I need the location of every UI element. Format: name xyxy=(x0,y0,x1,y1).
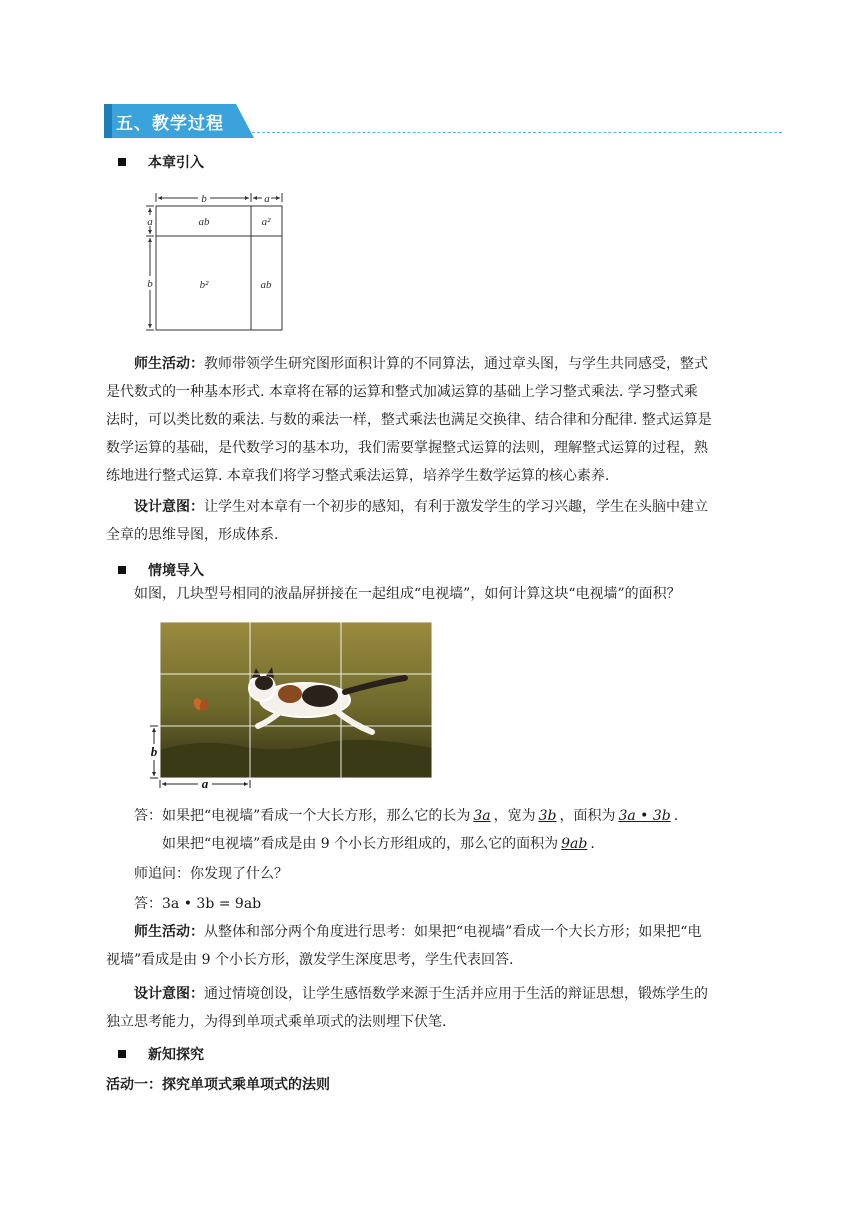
activity-one-heading: 活动一：探究单项式乘单项式的法则 xyxy=(106,1077,330,1093)
tv-wall-label-b: b xyxy=(150,744,158,759)
answer-line-1: 答：如果把“电视墙”看成一个大长方形，那么它的长为 3a ，宽为 3b ，面积为 3a • 3b . xyxy=(134,808,679,824)
diagram-label-left-b: b xyxy=(147,278,153,290)
square-bullet-icon xyxy=(118,566,126,574)
diagram-label-top-b: b xyxy=(201,193,207,205)
answer-blank-area: 3a • 3b xyxy=(618,808,671,824)
teacher-activity-paragraph-2: 师生活动：从整体和部分两个角度进行思考：如果把“电视墙”看成一个大长方形；如果把“电 视墙”看成是由 9 个小长方形，激发学生深度思考，学生代表回答. xyxy=(106,924,702,968)
area-square-diagram xyxy=(140,188,290,333)
square-bullet-icon xyxy=(118,1050,126,1058)
tv-wall-label-a: a xyxy=(201,776,209,790)
section-header-tab xyxy=(104,104,254,138)
answer-blank-total-area: 9ab xyxy=(561,836,588,852)
diagram-cell-a-squared: a² xyxy=(261,216,271,228)
answer-equation: 答：3a • 3b = 9ab xyxy=(134,896,262,912)
section-heading-situation: 情境导入 xyxy=(118,560,204,580)
header-dashed-rule xyxy=(252,132,782,133)
diagram-cell-ab-top: ab xyxy=(198,216,210,228)
diagram-cell-ab-right: ab xyxy=(260,279,272,291)
diagram-label-left-a: a xyxy=(147,216,153,228)
section-heading-intro: 本章引入 xyxy=(118,152,204,172)
design-intent-paragraph-1: 设计意图：让学生对本章有一个初步的感知，有利于激发学生的学习兴趣，学生在头脑中建立 全章的思维导图，形成体系. xyxy=(106,499,708,543)
answer-line-2: 如果把“电视墙”看成是由 9 个小长方形组成的，那么它的面积为 9ab . xyxy=(162,836,595,852)
diagram-cell-b-squared: b² xyxy=(199,279,209,291)
tv-wall-cat-image xyxy=(140,620,440,790)
situation-question: 如图，几块型号相同的液晶屏拼接在一起组成“电视墙”，如何计算这块“电视墙”的面积？ xyxy=(134,586,681,602)
answer-blank-width: 3b xyxy=(538,808,557,824)
answer-blank-length: 3a xyxy=(473,808,491,824)
teacher-activity-paragraph-1: 师生活动：教师带领学生研究图形面积计算的不同算法，通过章头图，与学生共同感受，整式 是代数式的一种基本形式. 本章将在幂的运算和整式加减运算的基础上学习整式乘法. 学习整式乘 法时，可以类比数的乘法. 与数的乘法一样，整式乘法也满足交换律、结合律和分配律. 整式运算是 数学运算的基础，是代数学习的基本功，我们需要掌握整式运算的法则，理解整式运算的过程，熟 练地进行整式运算. 本章我们将学习整式乘法运算，培养学生数学运算的核心素养. xyxy=(106,356,712,484)
square-bullet-icon xyxy=(118,158,126,166)
design-intent-paragraph-2: 设计意图：通过情境创设，让学生感悟数学来源于生活并应用于生活的辩证思想，锻炼学生的 独立思考能力，为得到单项式乘单项式的法则埋下伏笔. xyxy=(106,986,708,1030)
section-heading-new-knowledge: 新知探究 xyxy=(118,1044,204,1064)
diagram-label-top-a: a xyxy=(264,193,270,205)
teacher-follow-up-question: 师追问：你发现了什么？ xyxy=(134,866,288,882)
section-header-title: 五、教学过程 xyxy=(116,114,224,134)
